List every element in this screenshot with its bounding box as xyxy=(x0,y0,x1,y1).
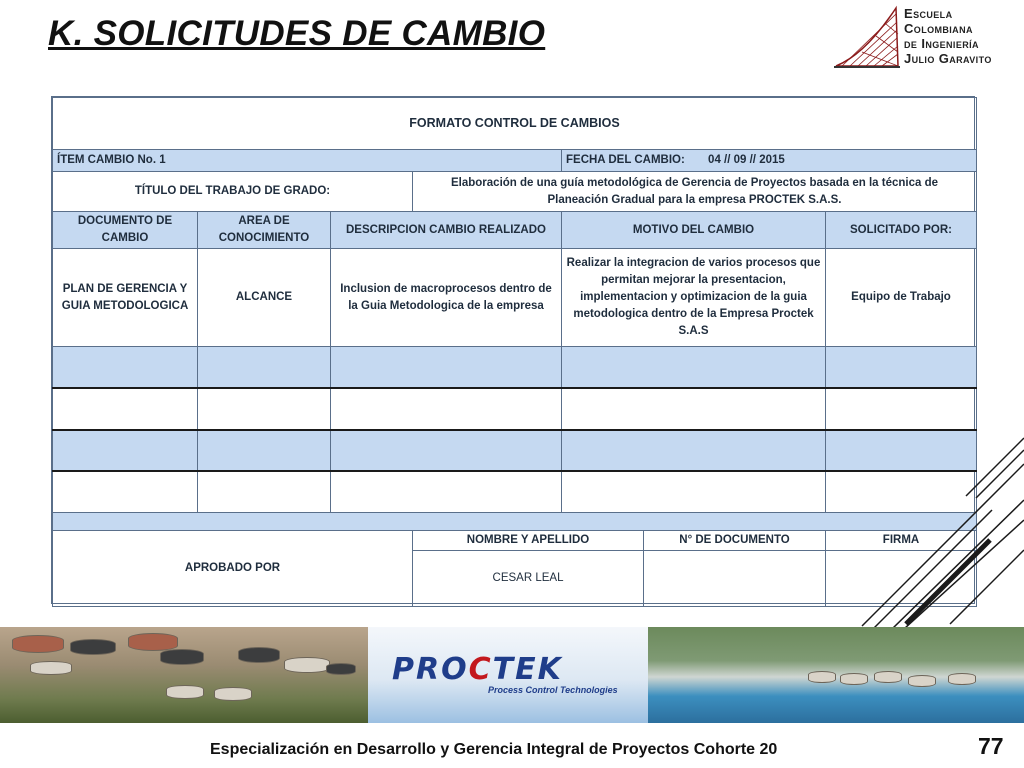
approver-name: CESAR LEAL xyxy=(413,551,644,607)
empty-cell xyxy=(562,388,826,430)
empty-cell xyxy=(331,471,562,513)
cell-solicitado: Equipo de Trabajo xyxy=(826,249,977,347)
slide-title: K. SOLICITUDES DE CAMBIO xyxy=(48,14,546,53)
empty-cell xyxy=(198,347,331,388)
empty-cell xyxy=(331,388,562,430)
university-logo xyxy=(832,4,1020,72)
cell-documento: PLAN DE GERENCIA Y GUIA METODOLOGICA xyxy=(53,249,198,347)
empty-cell xyxy=(331,347,562,388)
logo-line: Escuela xyxy=(904,6,953,21)
form-title: FORMATO CONTROL DE CAMBIOS xyxy=(53,98,977,150)
approved-by-label: APROBADO POR xyxy=(53,531,413,607)
header-descripcion: DESCRIPCION CAMBIO REALIZADO xyxy=(331,212,562,249)
cell-area: ALCANCE xyxy=(198,249,331,347)
brand-part: TEK xyxy=(492,652,563,687)
empty-cell xyxy=(331,430,562,471)
approval-header-document: N° DE DOCUMENTO xyxy=(644,531,826,551)
photo-banner xyxy=(0,627,1024,723)
proctek-logo-panel xyxy=(368,627,648,723)
change-date xyxy=(562,150,977,172)
logo-line: Julio Garavito xyxy=(904,51,992,66)
logo-line: Colombiana xyxy=(904,21,973,36)
refinery-photo-right xyxy=(648,627,1024,723)
approval-header-signature: FIRMA xyxy=(826,531,977,551)
footer-program: Especialización en Desarrollo y Gerencia Integral de Proyectos Cohorte 20 xyxy=(210,741,778,758)
work-title-value: Elaboración de una guía metodológica de Gerencia de Proyectos basada en la técnica de Planeación Gradual para la empresa PROCTEK S.A.S. xyxy=(413,172,977,212)
item-number: ÍTEM CAMBIO No. 1 xyxy=(53,150,562,172)
work-title-label: TÍTULO DEL TRABAJO DE GRADO: xyxy=(53,172,413,212)
header-area: AREA DE CONOCIMIENTO xyxy=(198,212,331,249)
proctek-logo xyxy=(392,652,618,695)
empty-cell xyxy=(826,388,977,430)
empty-cell xyxy=(562,347,826,388)
university-name xyxy=(904,6,992,66)
page-number: 77 xyxy=(978,733,1004,759)
header-solicitado: SOLICITADO POR: xyxy=(826,212,977,249)
empty-cell xyxy=(53,471,198,513)
date-label: FECHA DEL CAMBIO: xyxy=(566,154,685,166)
separator-row xyxy=(53,513,977,531)
empty-cell xyxy=(562,430,826,471)
brand-part: C xyxy=(468,652,493,687)
refinery-photo-left xyxy=(0,627,368,723)
header-documento: DOCUMENTO DE CAMBIO xyxy=(53,212,198,249)
header-motivo: MOTIVO DEL CAMBIO xyxy=(562,212,826,249)
cell-motivo: Realizar la integracion de varios procesos que permitan mejorar la presentacion, implementacion y optimizacion de la guia metodologica dentro de la Empresa Proctek S.A.S xyxy=(562,249,826,347)
empty-cell xyxy=(198,430,331,471)
brand-tagline: Process Control Technologies xyxy=(488,685,618,695)
approval-header-name: NOMBRE Y APELLIDO xyxy=(413,531,644,551)
empty-cell xyxy=(198,388,331,430)
cell-descripcion: Inclusion de macroprocesos dentro de la Guia Metodologica de la empresa xyxy=(331,249,562,347)
logo-line: de Ingeniería xyxy=(904,36,979,51)
empty-cell xyxy=(53,388,198,430)
empty-cell xyxy=(826,347,977,388)
approver-document xyxy=(644,551,826,607)
empty-cell xyxy=(562,471,826,513)
empty-cell xyxy=(53,430,198,471)
empty-cell xyxy=(198,471,331,513)
empty-cell xyxy=(53,347,198,388)
brand-part: PRO xyxy=(392,652,469,687)
change-control-form xyxy=(51,96,975,604)
date-value: 04 // 09 // 2015 xyxy=(708,154,785,166)
escuela-logo-mark-icon xyxy=(832,4,902,70)
